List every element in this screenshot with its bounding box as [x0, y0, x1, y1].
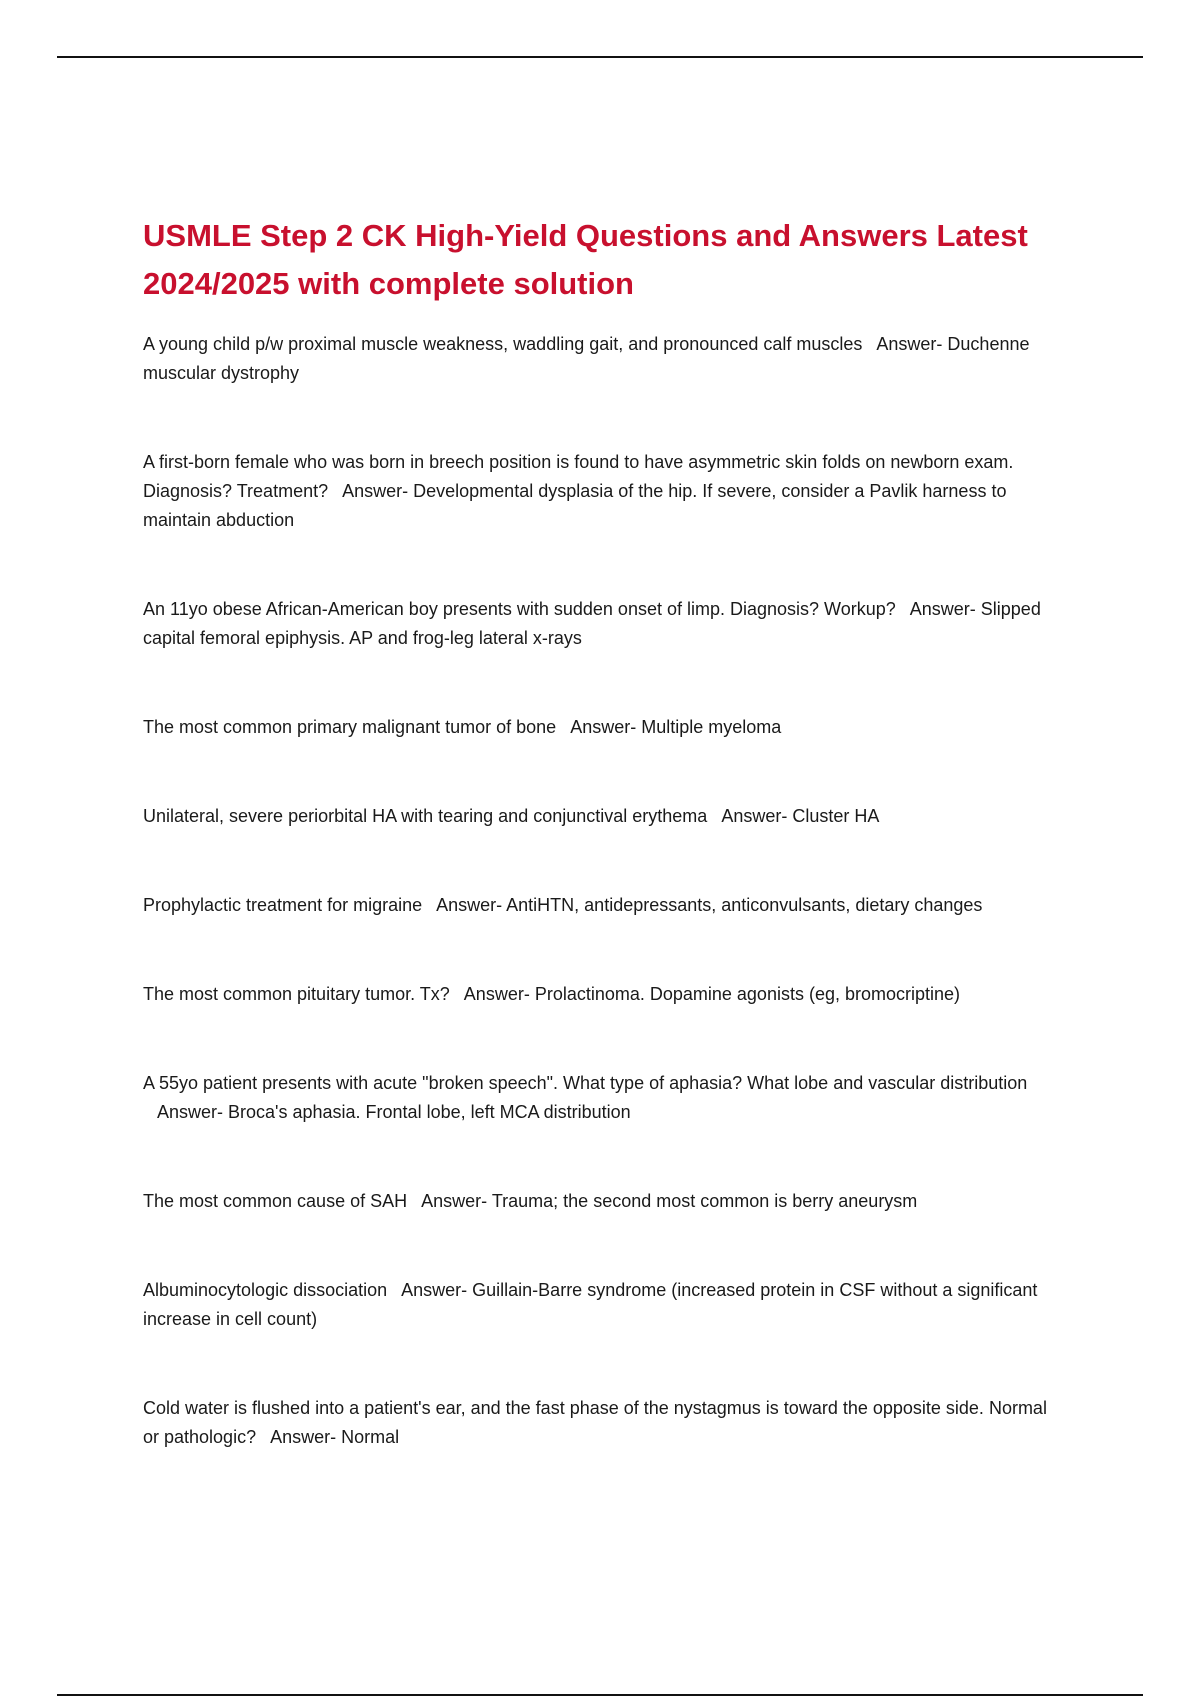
bottom-rule: [57, 1694, 1143, 1696]
qa-item: [143, 713, 1063, 742]
question-text: Albuminocytologic dissociation: [143, 1280, 388, 1300]
question-text: The most common pituitary tumor. Tx?: [143, 984, 450, 1004]
question-text: A young child p/w proximal muscle weakness, waddling gait, and pronounced calf muscles: [143, 334, 863, 354]
question-text: Unilateral, severe periorbital HA with tearing and conjunctival erythema: [143, 806, 708, 826]
answer-text: Answer- AntiHTN, antidepressants, anticonvulsants, dietary changes: [436, 895, 983, 915]
qa-item: [143, 802, 1063, 831]
answer-text: Answer- Duchenne muscular dystrophy: [143, 334, 1030, 383]
question-text: A first-born female who was born in breech position is found to have asymmetric skin folds on newborn exam. Diagnosis? Treatment?: [143, 452, 1014, 501]
answer-text: Answer- Normal: [270, 1427, 400, 1447]
question-text: An 11yo obese African-American boy presents with sudden onset of limp. Diagnosis? Workup?: [143, 599, 896, 619]
qa-item: [143, 448, 1063, 535]
question-text: Cold water is flushed into a patient's ear, and the fast phase of the nystagmus is toward the opposite side. Normal or pathologic?: [143, 1398, 1047, 1447]
document-title: USMLE Step 2 CK High-Yield Questions and Answers Latest 2024/2025 with complete solution: [143, 218, 1028, 301]
top-rule: [57, 56, 1143, 58]
qa-item: [143, 980, 1063, 1009]
qa-item: [143, 891, 1063, 920]
answer-text: Answer- Prolactinoma. Dopamine agonists (eg, bromocriptine): [463, 984, 961, 1004]
qa-item: [143, 1069, 1063, 1127]
answer-text: Answer- Slipped capital femoral epiphysis. AP and frog-leg lateral x-rays: [143, 599, 1041, 648]
answer-text: Answer- Trauma; the second most common is berry aneurysm: [421, 1191, 918, 1211]
qa-item: [143, 595, 1063, 653]
answer-text: Answer- Guillain-Barre syndrome (increased protein in CSF without a significant increase in cell count): [143, 1280, 1038, 1329]
qa-item: [143, 1394, 1063, 1452]
qa-item: [143, 330, 1063, 388]
qa-item: [143, 1187, 1063, 1216]
answer-text: Answer- Developmental dysplasia of the hip. If severe, consider a Pavlik harness to maintain abduction: [143, 481, 1007, 530]
document-body: [143, 212, 1063, 1512]
answer-text: Answer- Broca's aphasia. Frontal lobe, left MCA distribution: [157, 1102, 631, 1122]
qa-item: [143, 1276, 1063, 1334]
answer-text: Answer- Cluster HA: [721, 806, 880, 826]
answer-text: Answer- Multiple myeloma: [570, 717, 782, 737]
question-text: The most common primary malignant tumor of bone: [143, 717, 557, 737]
question-text: The most common cause of SAH: [143, 1191, 408, 1211]
question-text: A 55yo patient presents with acute "broken speech". What type of aphasia? What lobe and vascular distribution: [143, 1073, 1028, 1093]
question-text: Prophylactic treatment for migraine: [143, 895, 423, 915]
